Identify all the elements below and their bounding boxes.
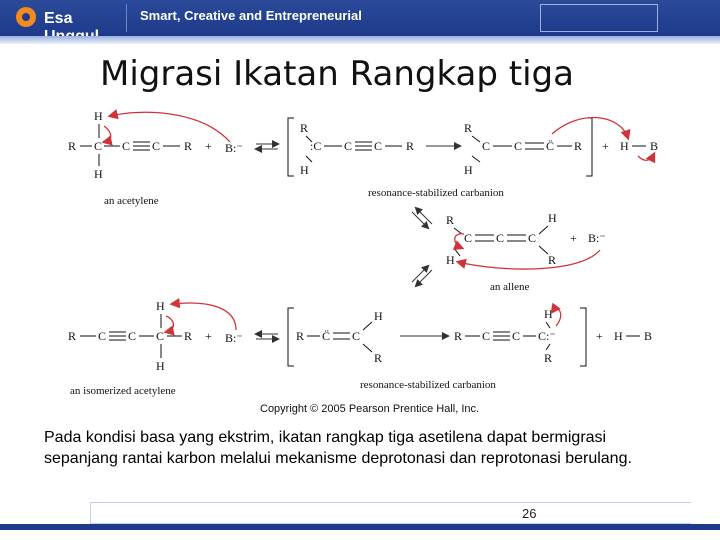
label-resonance-top: resonance-stabilized carbanion: [368, 187, 504, 199]
svg-text:H: H: [446, 253, 455, 267]
svg-text:R: R: [446, 213, 455, 227]
svg-text:C: C: [98, 329, 107, 343]
svg-text:H: H: [464, 163, 473, 177]
university-logo: [10, 4, 120, 32]
footer-line: [0, 524, 720, 530]
header-band: [0, 36, 720, 44]
svg-text:R: R: [454, 329, 463, 343]
svg-text:H: H: [156, 359, 165, 373]
svg-text:R: R: [300, 121, 309, 135]
equilibrium-arrow-2: [412, 208, 432, 228]
svg-text:R: R: [68, 329, 77, 343]
svg-text:+: +: [596, 329, 603, 343]
svg-text:C: C: [152, 139, 161, 153]
svg-text:C: C: [482, 139, 491, 153]
svg-text:C:⁻: C:⁻: [538, 329, 556, 343]
svg-text:R: R: [296, 329, 305, 343]
svg-text:C: C: [482, 329, 491, 343]
svg-text:C: C: [464, 231, 473, 245]
svg-text:H: H: [548, 211, 557, 225]
svg-text:B:⁻: B:⁻: [588, 231, 606, 245]
resonance-carbanion-bottom: [288, 307, 652, 391]
allene-structure: [446, 211, 606, 293]
logo-emblem-icon: [16, 7, 36, 27]
acetylene-structure: [68, 109, 243, 207]
svg-text:C: C: [352, 329, 361, 343]
reaction-mechanism-diagram: [60, 104, 680, 416]
svg-text:H: H: [300, 163, 309, 177]
svg-text:R: R: [374, 351, 383, 365]
isomerized-acetylene-structure: [68, 299, 243, 397]
svg-text:B:⁻: B:⁻: [225, 141, 243, 155]
slide-title: Migrasi Ikatan Rangkap tiga: [100, 54, 574, 94]
svg-text:C̈: C̈: [322, 329, 331, 343]
header-decoration: [540, 4, 658, 32]
svg-text:B: B: [650, 139, 659, 153]
logo-text: Esa: [44, 10, 73, 27]
svg-text:C: C: [344, 139, 353, 153]
svg-text:B: B: [644, 329, 653, 343]
svg-text:C: C: [512, 329, 521, 343]
page-number: 26: [522, 506, 537, 521]
svg-text:R: R: [574, 139, 583, 153]
header-bar: [0, 0, 720, 36]
copyright-notice: Copyright © 2005 Pearson Prentice Hall, Inc.: [260, 403, 480, 415]
header-divider: [126, 4, 127, 32]
svg-text:R: R: [406, 139, 415, 153]
label-allene: an allene: [490, 281, 530, 293]
svg-text:R: R: [184, 139, 193, 153]
svg-text:+: +: [205, 139, 212, 153]
svg-text:H: H: [94, 109, 103, 123]
footer-decoration: [90, 502, 691, 524]
svg-text:C: C: [374, 139, 383, 153]
svg-text:C: C: [496, 231, 505, 245]
svg-text::C: :C: [310, 139, 322, 153]
equilibrium-arrow-3: [412, 266, 432, 286]
svg-text:C: C: [156, 329, 165, 343]
svg-text:C: C: [122, 139, 131, 153]
svg-text:H: H: [374, 309, 383, 323]
svg-text:R: R: [464, 121, 473, 135]
label-resonance-bottom: resonance-stabilized carbanion: [360, 379, 496, 391]
svg-text:C: C: [94, 139, 103, 153]
tagline: Smart, Creative and Entrepreneurial: [140, 8, 362, 23]
equilibrium-arrow-4: [256, 334, 278, 339]
svg-text:R: R: [544, 351, 553, 365]
svg-text:C: C: [528, 231, 537, 245]
svg-text:R: R: [68, 139, 77, 153]
svg-text:C: C: [128, 329, 137, 343]
svg-text:H: H: [620, 139, 629, 153]
slide-description: Pada kondisi basa yang ekstrim, ikatan rangkap tiga asetilena dapat bermigrasi sepanjang rantai karbon melalui mekanisme deprotonasi dan reprotonasi berulang.: [44, 429, 632, 467]
resonance-carbanion-top: [288, 117, 658, 199]
svg-text:C: C: [514, 139, 523, 153]
svg-text:+: +: [570, 231, 577, 245]
svg-text:R: R: [184, 329, 193, 343]
svg-text:R: R: [548, 253, 557, 267]
svg-text:H: H: [614, 329, 623, 343]
svg-text:H: H: [544, 307, 553, 321]
svg-text:+: +: [205, 329, 212, 343]
footer-bar: [0, 498, 720, 530]
svg-text:C̈: C̈: [546, 139, 555, 153]
label-acetylene: an acetylene: [104, 195, 159, 207]
svg-text:+: +: [602, 139, 609, 153]
equilibrium-arrow-1: [256, 144, 278, 149]
svg-text:H: H: [94, 167, 103, 181]
svg-text:H: H: [156, 299, 165, 313]
svg-text:B:⁻: B:⁻: [225, 331, 243, 345]
label-isomerized: an isomerized acetylene: [70, 385, 176, 397]
